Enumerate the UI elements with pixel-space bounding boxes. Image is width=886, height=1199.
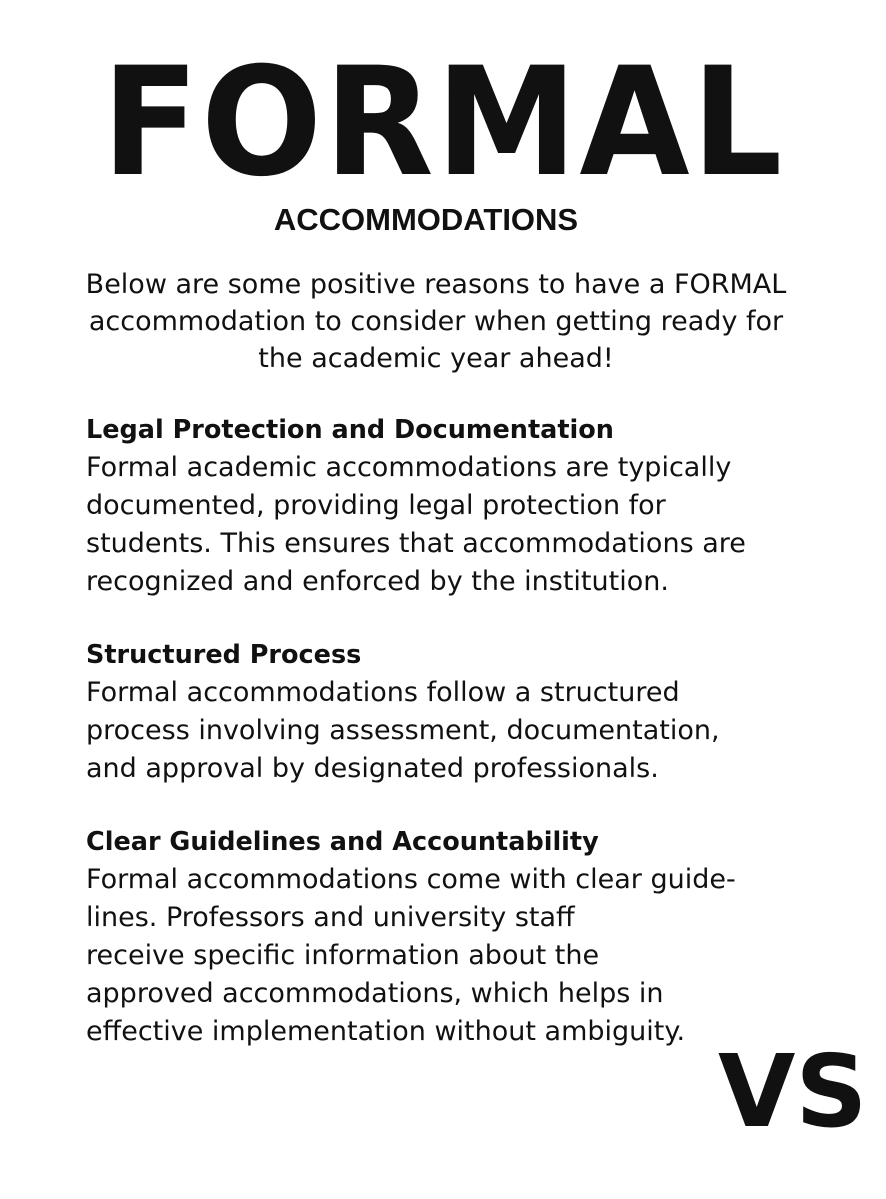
vs-label: VS	[718, 1033, 868, 1150]
section-heading: Clear Guidelines and Accountability	[86, 827, 599, 857]
section-body: Formal academic accommodations are typically documented, providing legal protection for students. This ensures that accommodations are recognized and enforced by the institution.	[86, 452, 746, 597]
intro-paragraph: Below are some positive reasons to have a FORMAL accommodation to consider when getting ready for the academic year ahead!	[85, 269, 787, 374]
section-structured-process	[86, 636, 806, 788]
section-body: Formal accommodations follow a structured process involving assessment, documentation, and approval by designated professionals.	[86, 677, 720, 784]
page-subtitle: ACCOMMODATIONS	[273, 202, 579, 237]
section-legal-protection	[86, 411, 806, 601]
section-clear-guidelines	[86, 823, 806, 1051]
section-body: Formal accommodations come with clear guide- lines. Professors and university staff receive specific information about the approved accommodations, which helps in effective implementation without ambiguity.	[86, 864, 736, 1047]
page-title: FORMAL	[101, 36, 785, 210]
section-heading: Legal Protection and Documentation	[86, 415, 614, 445]
section-heading: Structured Process	[86, 640, 362, 670]
